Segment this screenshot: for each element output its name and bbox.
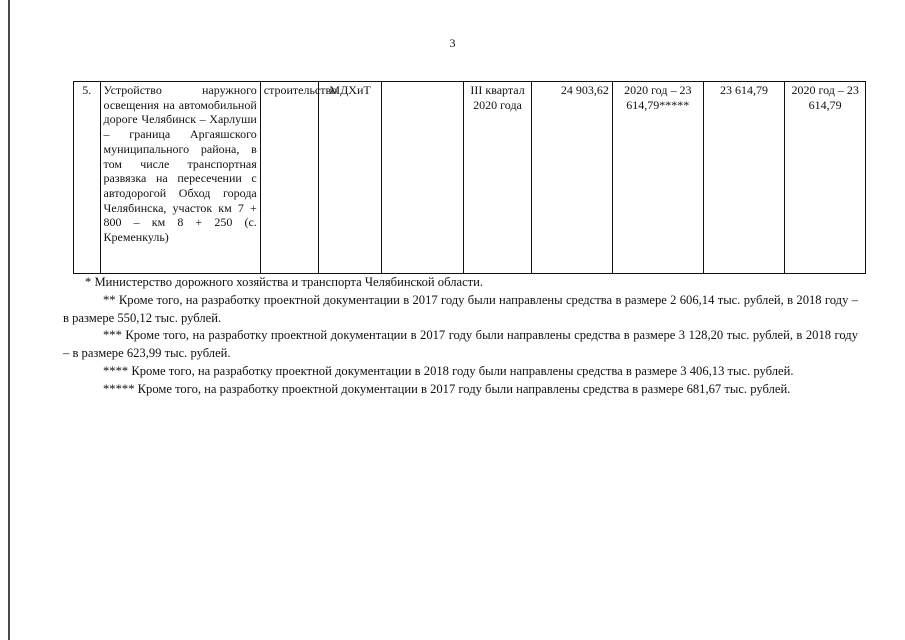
scan-left-edge <box>8 0 10 640</box>
footnotes <box>63 274 858 399</box>
footnote: * Министерство дорожного хозяйства и транспорта Челябинской области. <box>85 275 484 289</box>
financing-by-year-cell: 2020 год – 23 614,79 <box>785 82 866 274</box>
page-number: 3 <box>449 36 456 50</box>
financing-amount-cell: 23 614,79 <box>703 82 785 274</box>
object-name-cell: Устройство наружного освещения на автомобильной дороге Челябинск – Харлуши – граница Аргаяшского муниципального района, в том числе транспортная развязка на пересечении с автодорогой Обход города Челябинска, участок км 7 + 800 – км 8 + 250 (с. Кременкуль) <box>100 82 260 274</box>
work-type-cell: строительство <box>260 82 318 274</box>
program-table <box>73 81 866 274</box>
footnote: *** Кроме того, на разработку проектной документации в 2017 году были направлены средства в размере 3 128,20 тыс. рублей, в 2018 году – в размере 623,99 тыс. рублей. <box>63 328 858 361</box>
footnote: **** Кроме того, на разработку проектной документации в 2018 году были направлены средства в размере 3 406,13 тыс. рублей. <box>103 363 794 378</box>
completion-term-cell: III квартал 2020 года <box>463 82 531 274</box>
empty-cell <box>382 82 464 274</box>
estimated-cost-cell: 24 903,62 <box>532 82 613 274</box>
customer-cell: МДХиТ <box>318 82 381 274</box>
row-number-cell: 5. <box>74 82 101 274</box>
footnote: ***** Кроме того, на разработку проектной документации в 2017 году были направлены средства в размере 681,67 тыс. рублей. <box>103 381 791 396</box>
financing-total-cell: 2020 год – 23 614,79***** <box>612 82 703 274</box>
footnote: ** Кроме того, на разработку проектной документации в 2017 году были направлены средства в размере 2 606,14 тыс. рублей, в 2018 году – в размере 550,12 тыс. рублей. <box>63 292 858 325</box>
table-row <box>74 82 866 274</box>
